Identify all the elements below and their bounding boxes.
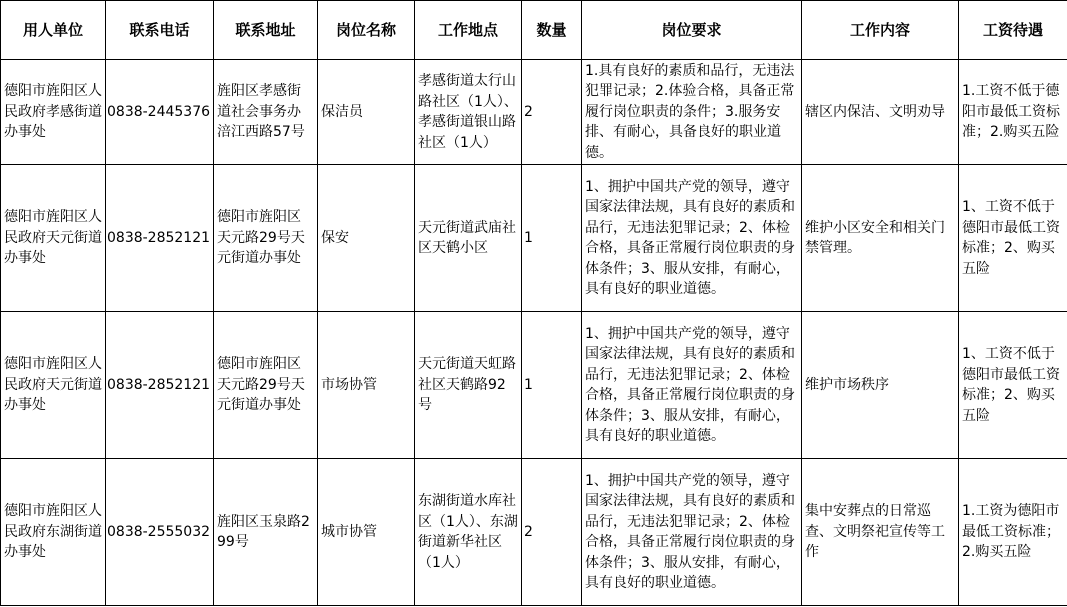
address-cell: 德阳市旌阳区天元路29号天元街道办事处: [214, 312, 318, 459]
position-cell: 市场协管: [318, 312, 415, 459]
header-count: 数量: [522, 1, 582, 60]
employer-cell: 德阳市旌阳区人民政府孝感街道办事处: [1, 60, 106, 165]
salary-cell: 1.工资为德阳市最低工资标准；2.购买五险: [959, 459, 1067, 606]
requirements-cell: 1、拥护中国共产党的领导，遵守国家法律法规，具有良好的素质和品行，无违法犯罪记录；2、体检合格，具备正常履行岗位职责的身体条件；3、服从安排，有耐心，具有良好的职业道德。: [582, 165, 802, 312]
employer-cell: 德阳市旌阳区人民政府天元街道办事处: [1, 312, 106, 459]
table-row: [1, 165, 1067, 312]
header-position: 岗位名称: [318, 1, 415, 60]
employer-cell: 德阳市旌阳区人民政府天元街道办事处: [1, 165, 106, 312]
header-requirements: 岗位要求: [582, 1, 802, 60]
table-row: [1, 60, 1067, 165]
content-cell: 辖区内保洁、文明劝导: [802, 60, 959, 165]
table-row: [1, 459, 1067, 606]
phone-cell: 0838-2852121: [106, 165, 214, 312]
requirements-cell: 1、拥护中国共产党的领导，遵守国家法律法规，具有良好的素质和品行，无违法犯罪记录；2、体检合格，具备正常履行岗位职责的身体条件；3、服从安排，有耐心，具有良好的职业道德。: [582, 312, 802, 459]
count-cell: 2: [522, 60, 582, 165]
location-cell: 东湖街道水库社区（1人）、东湖街道新华社区（1人）: [415, 459, 522, 606]
phone-cell: 0838-2445376: [106, 60, 214, 165]
location-cell: 天元街道天虹路社区天鹤路92号: [415, 312, 522, 459]
header-phone: 联系电话: [106, 1, 214, 60]
phone-cell: 0838-2852121: [106, 312, 214, 459]
salary-cell: 1、工资不低于德阳市最低工资标准；2、购买五险: [959, 312, 1067, 459]
requirements-cell: 1.具有良好的素质和品行，无违法犯罪记录；2.体验合格，具备正常履行岗位职责的条件；3.服务安排、有耐心，具备良好的职业道德。: [582, 60, 802, 165]
salary-cell: 1.工资不低于德阳市最低工资标准；2.购买五险: [959, 60, 1067, 165]
position-cell: 城市协管: [318, 459, 415, 606]
header-content: 工作内容: [802, 1, 959, 60]
salary-cell: 1、工资不低于德阳市最低工资标准；2、购买五险: [959, 165, 1067, 312]
address-cell: 旌阳区玉泉路299号: [214, 459, 318, 606]
header-location: 工作地点: [415, 1, 522, 60]
header-row: [1, 1, 1067, 60]
table-row: [1, 312, 1067, 459]
position-cell: 保洁员: [318, 60, 415, 165]
count-cell: 2: [522, 459, 582, 606]
location-cell: 孝感街道太行山路社区（1人）、孝感街道银山路社区（1人）: [415, 60, 522, 165]
header-address: 联系地址: [214, 1, 318, 60]
position-cell: 保安: [318, 165, 415, 312]
header-salary: 工资待遇: [959, 1, 1067, 60]
content-cell: 集中安葬点的日常巡查、文明祭祀宣传等工作: [802, 459, 959, 606]
content-cell: 维护小区安全和相关门禁管理。: [802, 165, 959, 312]
employer-cell: 德阳市旌阳区人民政府东湖街道办事处: [1, 459, 106, 606]
count-cell: 1: [522, 165, 582, 312]
content-cell: 维护市场秩序: [802, 312, 959, 459]
location-cell: 天元街道武庙社区天鹤小区: [415, 165, 522, 312]
phone-cell: 0838-2555032: [106, 459, 214, 606]
count-cell: 1: [522, 312, 582, 459]
requirements-cell: 1、拥护中国共产党的领导，遵守国家法律法规，具有良好的素质和品行，无违法犯罪记录；2、体检合格，具备正常履行岗位职责的身体条件；3、服从安排，有耐心，具有良好的职业道德。: [582, 459, 802, 606]
address-cell: 旌阳区孝感街道社会事务办涪江西路57号: [214, 60, 318, 165]
header-employer: 用人单位: [1, 1, 106, 60]
address-cell: 德阳市旌阳区天元路29号天元街道办事处: [214, 165, 318, 312]
